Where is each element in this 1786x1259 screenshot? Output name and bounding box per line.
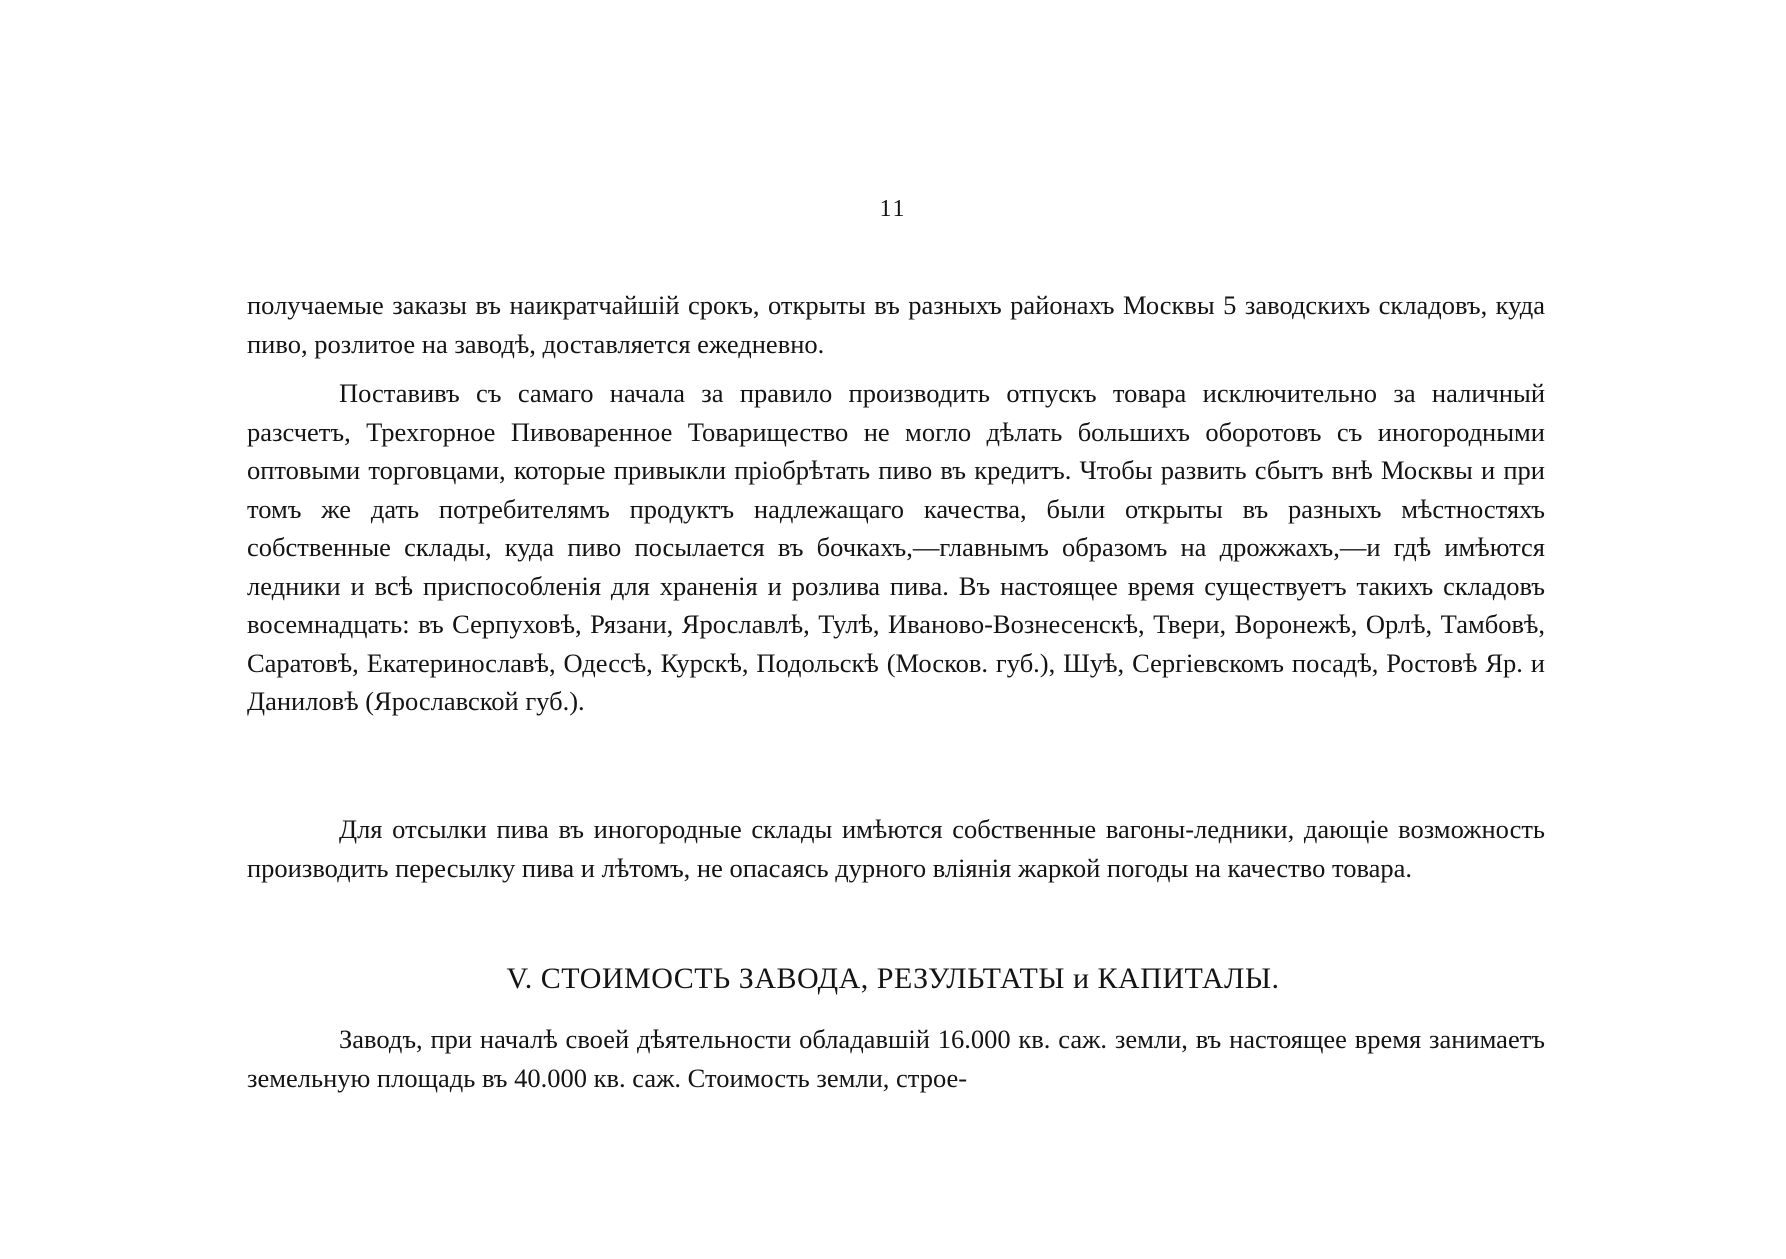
paragraph-factory-land [247,1020,1545,1097]
paragraph-continuation [247,286,1545,363]
paragraph-regional-warehouses [247,374,1545,721]
paragraph-text: Заводъ, при началѣ своей дѣятельности обладавшій 16.000 кв. саж. земли, въ настоящее время занимаетъ земельную площадь въ 40.000 кв. саж. Стоимость земли, строе- [247,1024,1545,1093]
paragraph-text: получаемые заказы въ наикратчайшій срокъ, открыты въ разныхъ районахъ Москвы 5 заводскихъ складовъ, куда пиво, розлитое на заводѣ, доставляется ежедневно. [247,290,1545,359]
paragraph-ice-wagons [247,810,1545,887]
page-number: 11 [879,196,907,222]
paragraph-text: Поставивъ съ самаго начала за правило производить отпускъ товара исключительно за наличный разсчетъ, Трехгорное Пивоваренное Товарищество не могло дѣлать большихъ оборотовъ съ иногородными оптовыми торговцами, которые привыкли пріобрѣтать пиво въ кредитъ. Чтобы развить сбытъ внѣ Москвы и при томъ же дать потребителямъ продуктъ надлежащаго качества, были открыты въ разныхъ мѣстностяхъ собственные склады, куда пиво посылается въ бочкахъ,—главнымъ образомъ на дрожжахъ,—и гдѣ имѣются ледники и всѣ приспособленія для храненія и розлива пива. Въ настоящее время существуетъ такихъ складовъ восемнадцать: въ Серпуховѣ, Рязани, Ярославлѣ, Тулѣ, Иваново-Вознесенскѣ, Твери, Воронежѣ, Орлѣ, Тамбовѣ, Саратовѣ, Екатеринославѣ, Одессѣ, Курскѣ, Подольскѣ (Москов. губ.), Шуѣ, Сергіевскомъ посадѣ, Ростовѣ Яр. и Даниловѣ (Ярославской губ.). [247,378,1545,716]
section-heading: V. СТОИМОСТЬ ЗАВОДА, РЕЗУЛЬТАТЫ и КАПИТАЛЫ. [506,962,1280,995]
paragraph-text: Для отсылки пива въ иногородные склады имѣются собственные вагоны-ледники, дающіе возможность производить пересылку пива и лѣтомъ, не опасаясь дурного вліянія жаркой погоды на качество товара. [247,814,1545,883]
